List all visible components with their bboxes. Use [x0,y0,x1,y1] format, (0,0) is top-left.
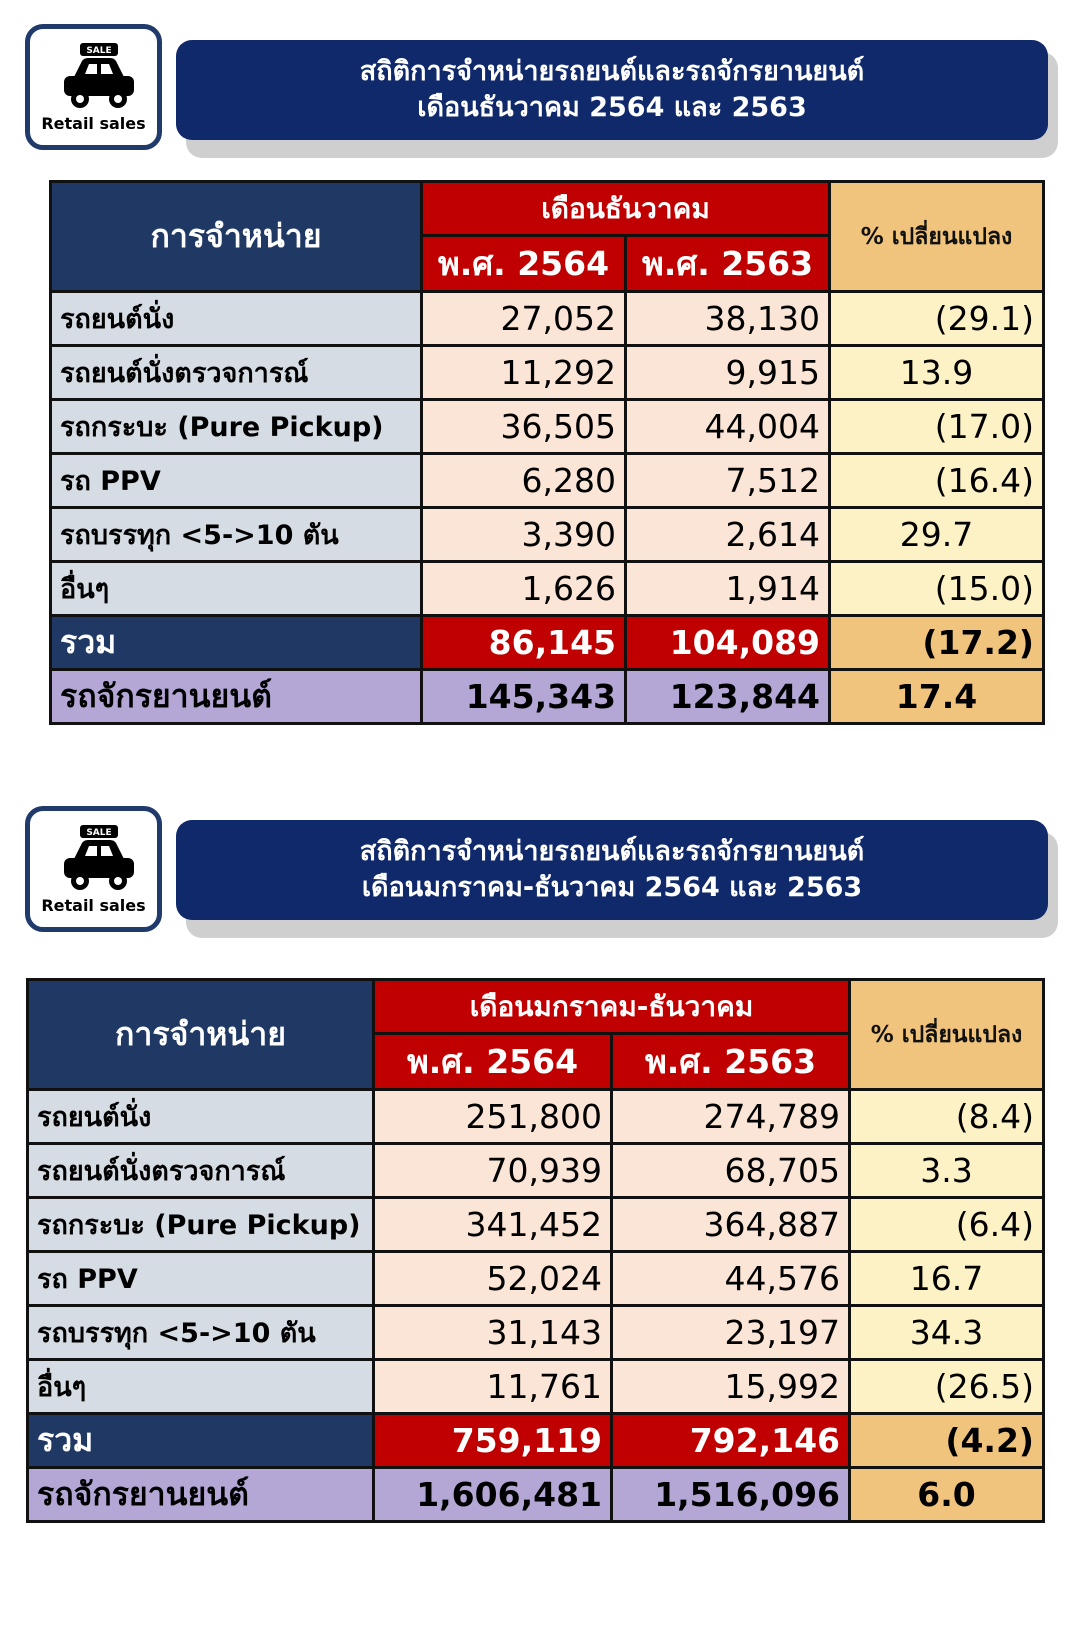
row-label: รถ PPV [51,454,422,508]
table-row [51,346,1044,400]
sale-tag: SALE [86,46,112,56]
table-row [51,400,1044,454]
row-label: รถยนต์นั่ง [28,1090,374,1144]
sales-table [49,180,1045,725]
row-label: รถยนต์นั่งตรวจการณ์ [28,1144,374,1198]
sales-table [26,978,1045,1523]
sale-tag: SALE [86,828,112,838]
value-2563: 2,614 [626,508,830,562]
percent-change: (29.1) [830,292,1044,346]
percent-change: 3.3 [850,1144,1044,1198]
value-2564: 36,505 [422,400,626,454]
table-row [28,1306,1044,1360]
value-2563: 15,992 [612,1360,850,1414]
row-label: รถบรรทุก <5->10 ตัน [28,1306,374,1360]
value-2563: 274,789 [612,1090,850,1144]
value-2564: 6,280 [422,454,626,508]
total-label: รวม [51,616,422,670]
header-period: เดือนธันวาคม [422,182,830,236]
value-2563: 23,197 [612,1306,850,1360]
total-2564: 86,145 [422,616,626,670]
value-2564: 52,024 [374,1252,612,1306]
motorcycle-label: รถจักรยานยนต์ [28,1468,374,1522]
value-2563: 364,887 [612,1198,850,1252]
row-label: รถกระบะ (Pure Pickup) [51,400,422,454]
logo-label: Retail sales [41,114,146,133]
percent-change: (26.5) [850,1360,1044,1414]
row-label: อื่นๆ [51,562,422,616]
motorcycle-label: รถจักรยานยนต์ [51,670,422,724]
total-2563: 792,146 [612,1414,850,1468]
percent-change: (8.4) [850,1090,1044,1144]
total-row [51,616,1044,670]
total-row [28,1414,1044,1468]
value-2563: 38,130 [626,292,830,346]
title-line-2: เดือนมกราคม-ธันวาคม 2564 และ 2563 [361,872,863,903]
value-2564: 11,761 [374,1360,612,1414]
motorcycle-row [51,670,1044,724]
retail-sales-logo [25,806,162,932]
header-year-2564: พ.ศ. 2564 [422,236,626,292]
value-2564: 3,390 [422,508,626,562]
row-label: รถยนต์นั่ง [51,292,422,346]
value-2563: 7,512 [626,454,830,508]
header-sales: การจำหน่าย [51,182,422,292]
header-percent-change: % เปลี่ยนแปลง [830,182,1044,292]
header-year-2563: พ.ศ. 2563 [626,236,830,292]
table-row [28,1144,1044,1198]
value-2563: 68,705 [612,1144,850,1198]
row-label: รถกระบะ (Pure Pickup) [28,1198,374,1252]
percent-change: 16.7 [850,1252,1044,1306]
table-row [51,292,1044,346]
row-label: อื่นๆ [28,1360,374,1414]
percent-change: 13.9 [830,346,1044,400]
header-year-2564: พ.ศ. 2564 [374,1034,612,1090]
motorcycle-2564: 1,606,481 [374,1468,612,1522]
total-label: รวม [28,1414,374,1468]
row-label: รถ PPV [28,1252,374,1306]
title-line-2: เดือนธันวาคม 2564 และ 2563 [417,92,807,123]
total-2563: 104,089 [626,616,830,670]
total-2564: 759,119 [374,1414,612,1468]
value-2564: 27,052 [422,292,626,346]
header-year-2563: พ.ศ. 2563 [612,1034,850,1090]
value-2563: 1,914 [626,562,830,616]
car-icon [58,41,140,111]
percent-change: (17.0) [830,400,1044,454]
value-2564: 1,626 [422,562,626,616]
table-row [51,562,1044,616]
table-row [28,1198,1044,1252]
motorcycle-percent-change: 17.4 [830,670,1044,724]
table-row [28,1090,1044,1144]
percent-change: (15.0) [830,562,1044,616]
title-line-1: สถิติการจำหน่ายรถยนต์และรถจักรยานยนต์ [359,56,865,87]
value-2564: 341,452 [374,1198,612,1252]
total-percent-change: (4.2) [850,1414,1044,1468]
table-row [28,1360,1044,1414]
value-2564: 70,939 [374,1144,612,1198]
value-2564: 31,143 [374,1306,612,1360]
percent-change: (6.4) [850,1198,1044,1252]
table-row [28,1252,1044,1306]
motorcycle-2563: 123,844 [626,670,830,724]
row-label: รถบรรทุก <5->10 ตัน [51,508,422,562]
motorcycle-row [28,1468,1044,1522]
value-2563: 44,576 [612,1252,850,1306]
motorcycle-percent-change: 6.0 [850,1468,1044,1522]
percent-change: (16.4) [830,454,1044,508]
value-2563: 9,915 [626,346,830,400]
table-row [51,508,1044,562]
percent-change: 34.3 [850,1306,1044,1360]
total-percent-change: (17.2) [830,616,1044,670]
table-row [51,454,1044,508]
value-2563: 44,004 [626,400,830,454]
retail-sales-logo [25,24,162,150]
header-percent-change: % เปลี่ยนแปลง [850,980,1044,1090]
logo-label: Retail sales [41,896,146,915]
percent-change: 29.7 [830,508,1044,562]
motorcycle-2563: 1,516,096 [612,1468,850,1522]
header-sales: การจำหน่าย [28,980,374,1090]
value-2564: 11,292 [422,346,626,400]
row-label: รถยนต์นั่งตรวจการณ์ [51,346,422,400]
title-line-1: สถิติการจำหน่ายรถยนต์และรถจักรยานยนต์ [359,836,865,867]
title-banner [176,820,1048,920]
title-banner [176,40,1048,140]
header-period: เดือนมกราคม-ธันวาคม [374,980,850,1034]
motorcycle-2564: 145,343 [422,670,626,724]
car-icon [58,823,140,893]
value-2564: 251,800 [374,1090,612,1144]
